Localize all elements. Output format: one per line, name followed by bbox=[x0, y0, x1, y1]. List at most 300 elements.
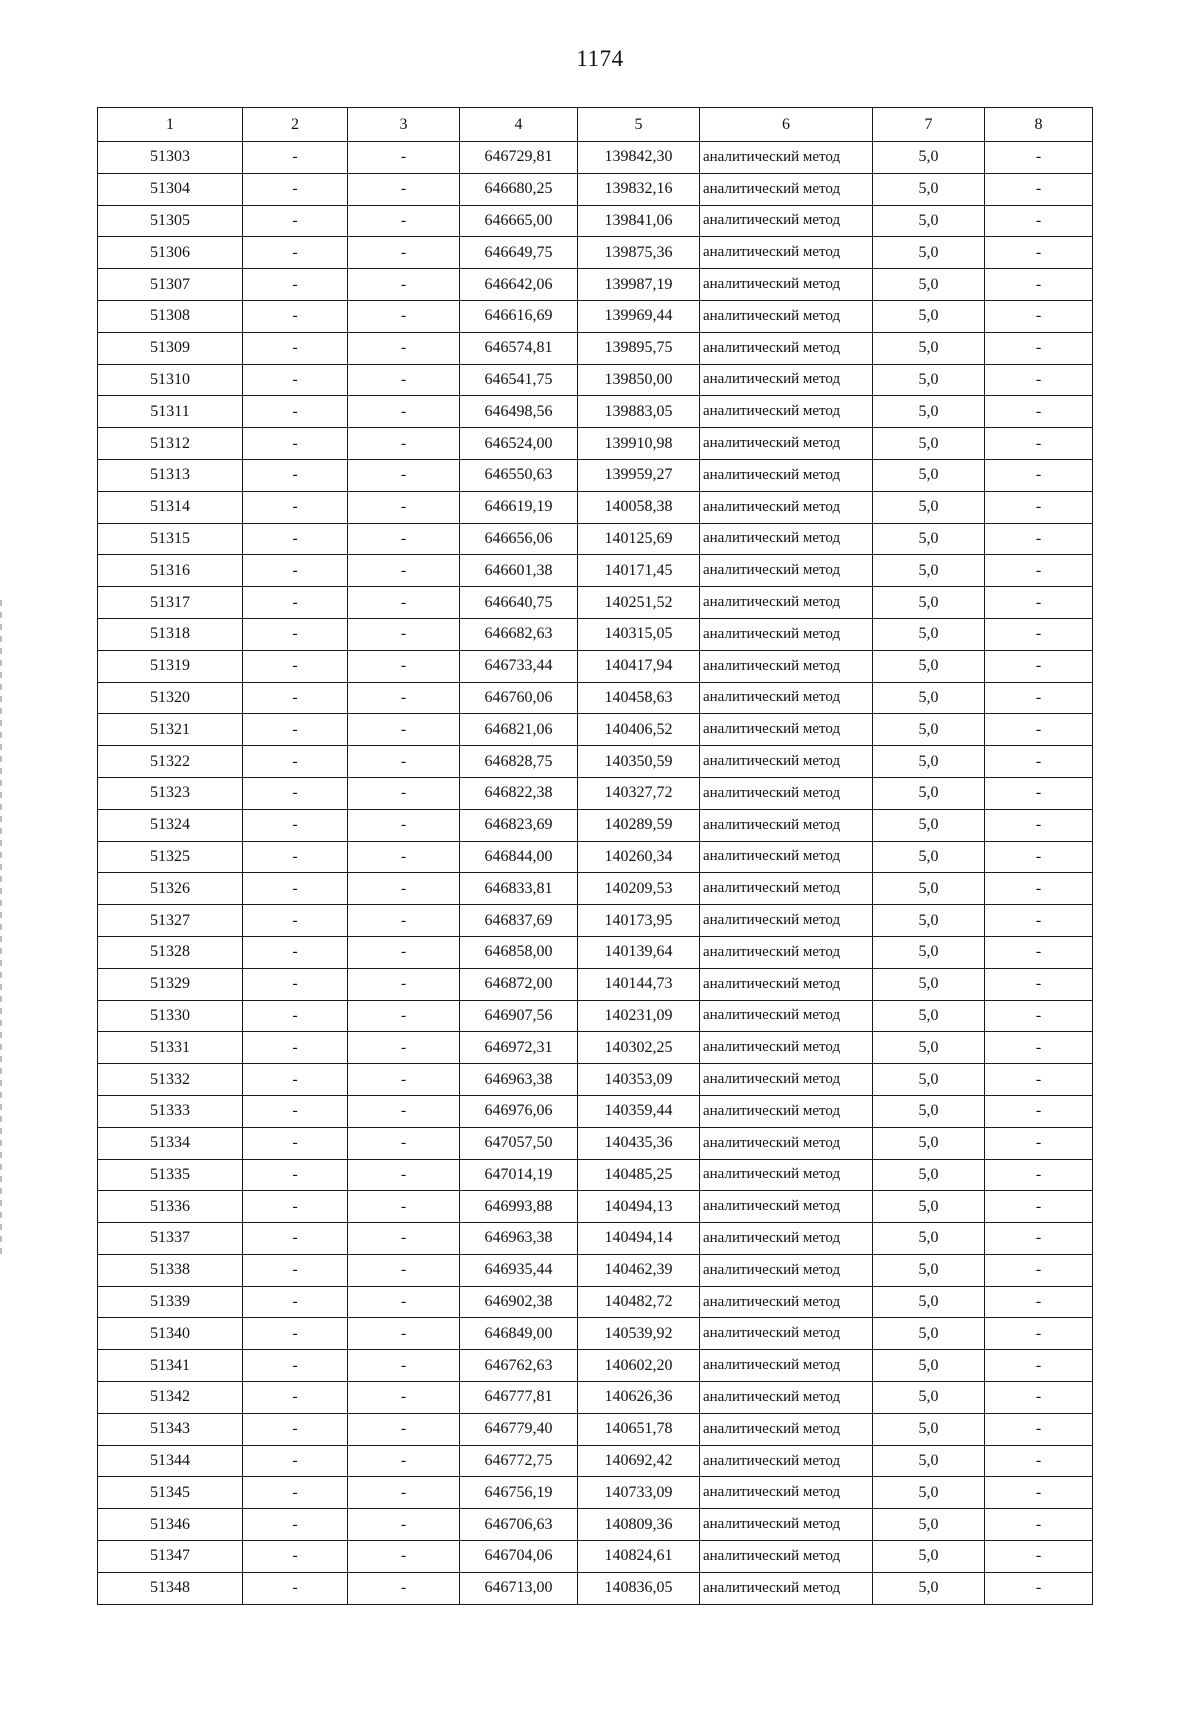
col3-cell: - bbox=[348, 1000, 460, 1032]
point-number-cell: 51320 bbox=[98, 682, 243, 714]
y-coordinate-cell: 140435,36 bbox=[578, 1127, 700, 1159]
method-cell: аналитический метод bbox=[700, 523, 873, 555]
point-number-cell: 51316 bbox=[98, 555, 243, 587]
col3-cell: - bbox=[348, 523, 460, 555]
accuracy-cell: 5,0 bbox=[873, 1159, 985, 1191]
col8-cell: - bbox=[985, 682, 1093, 714]
col3-cell: - bbox=[348, 1064, 460, 1096]
y-coordinate-cell: 140626,36 bbox=[578, 1382, 700, 1414]
table-row bbox=[98, 1223, 1093, 1255]
col8-cell: - bbox=[985, 1445, 1093, 1477]
y-coordinate-cell: 140692,42 bbox=[578, 1445, 700, 1477]
col8-cell: - bbox=[985, 1509, 1093, 1541]
accuracy-cell: 5,0 bbox=[873, 1191, 985, 1223]
y-coordinate-cell: 140836,05 bbox=[578, 1572, 700, 1604]
method-cell: аналитический метод bbox=[700, 1095, 873, 1127]
table-row bbox=[98, 1127, 1093, 1159]
point-number-cell: 51312 bbox=[98, 428, 243, 460]
col3-cell: - bbox=[348, 1127, 460, 1159]
y-coordinate-cell: 140173,95 bbox=[578, 905, 700, 937]
col3-cell: - bbox=[348, 936, 460, 968]
x-coordinate-cell: 646777,81 bbox=[460, 1382, 578, 1414]
accuracy-cell: 5,0 bbox=[873, 777, 985, 809]
x-coordinate-cell: 646550,63 bbox=[460, 459, 578, 491]
point-number-cell: 51326 bbox=[98, 873, 243, 905]
col8-cell: - bbox=[985, 968, 1093, 1000]
col2-cell: - bbox=[243, 142, 348, 174]
col3-cell: - bbox=[348, 873, 460, 905]
col2-cell: - bbox=[243, 1318, 348, 1350]
column-header: 3 bbox=[348, 108, 460, 142]
x-coordinate-cell: 646828,75 bbox=[460, 746, 578, 778]
y-coordinate-cell: 139842,30 bbox=[578, 142, 700, 174]
col3-cell: - bbox=[348, 1159, 460, 1191]
x-coordinate-cell: 646756,19 bbox=[460, 1477, 578, 1509]
col2-cell: - bbox=[243, 777, 348, 809]
point-number-cell: 51305 bbox=[98, 205, 243, 237]
col2-cell: - bbox=[243, 1541, 348, 1573]
accuracy-cell: 5,0 bbox=[873, 523, 985, 555]
point-number-cell: 51342 bbox=[98, 1382, 243, 1414]
col2-cell: - bbox=[243, 523, 348, 555]
method-cell: аналитический метод bbox=[700, 205, 873, 237]
y-coordinate-cell: 140417,94 bbox=[578, 650, 700, 682]
col8-cell: - bbox=[985, 459, 1093, 491]
table-row bbox=[98, 1286, 1093, 1318]
y-coordinate-cell: 140485,25 bbox=[578, 1159, 700, 1191]
method-cell: аналитический метод bbox=[700, 1541, 873, 1573]
accuracy-cell: 5,0 bbox=[873, 237, 985, 269]
y-coordinate-cell: 140458,63 bbox=[578, 682, 700, 714]
col2-cell: - bbox=[243, 428, 348, 460]
table-row bbox=[98, 332, 1093, 364]
accuracy-cell: 5,0 bbox=[873, 1445, 985, 1477]
accuracy-cell: 5,0 bbox=[873, 269, 985, 301]
point-number-cell: 51310 bbox=[98, 364, 243, 396]
table-row bbox=[98, 873, 1093, 905]
col2-cell: - bbox=[243, 746, 348, 778]
point-number-cell: 51344 bbox=[98, 1445, 243, 1477]
y-coordinate-cell: 140539,92 bbox=[578, 1318, 700, 1350]
col3-cell: - bbox=[348, 777, 460, 809]
table-row bbox=[98, 142, 1093, 174]
table-row bbox=[98, 1318, 1093, 1350]
col2-cell: - bbox=[243, 841, 348, 873]
col8-cell: - bbox=[985, 1064, 1093, 1096]
col2-cell: - bbox=[243, 809, 348, 841]
col3-cell: - bbox=[348, 269, 460, 301]
y-coordinate-cell: 140462,39 bbox=[578, 1254, 700, 1286]
y-coordinate-cell: 139883,05 bbox=[578, 396, 700, 428]
accuracy-cell: 5,0 bbox=[873, 1032, 985, 1064]
method-cell: аналитический метод bbox=[700, 714, 873, 746]
col3-cell: - bbox=[348, 587, 460, 619]
col2-cell: - bbox=[243, 205, 348, 237]
y-coordinate-cell: 140125,69 bbox=[578, 523, 700, 555]
col2-cell: - bbox=[243, 682, 348, 714]
x-coordinate-cell: 646524,00 bbox=[460, 428, 578, 460]
col2-cell: - bbox=[243, 714, 348, 746]
table-row bbox=[98, 650, 1093, 682]
y-coordinate-cell: 140353,09 bbox=[578, 1064, 700, 1096]
table-row bbox=[98, 1254, 1093, 1286]
table-row bbox=[98, 173, 1093, 205]
method-cell: аналитический метод bbox=[700, 1254, 873, 1286]
x-coordinate-cell: 646665,00 bbox=[460, 205, 578, 237]
method-cell: аналитический метод bbox=[700, 1032, 873, 1064]
accuracy-cell: 5,0 bbox=[873, 364, 985, 396]
column-header: 4 bbox=[460, 108, 578, 142]
col8-cell: - bbox=[985, 936, 1093, 968]
table-row bbox=[98, 1445, 1093, 1477]
accuracy-cell: 5,0 bbox=[873, 682, 985, 714]
x-coordinate-cell: 646640,75 bbox=[460, 587, 578, 619]
table-header-row bbox=[98, 108, 1093, 142]
table-row bbox=[98, 905, 1093, 937]
col2-cell: - bbox=[243, 1000, 348, 1032]
col8-cell: - bbox=[985, 1413, 1093, 1445]
point-number-cell: 51330 bbox=[98, 1000, 243, 1032]
method-cell: аналитический метод bbox=[700, 396, 873, 428]
point-number-cell: 51317 bbox=[98, 587, 243, 619]
accuracy-cell: 5,0 bbox=[873, 618, 985, 650]
y-coordinate-cell: 139875,36 bbox=[578, 237, 700, 269]
col2-cell: - bbox=[243, 332, 348, 364]
y-coordinate-cell: 139987,19 bbox=[578, 269, 700, 301]
col3-cell: - bbox=[348, 1191, 460, 1223]
col8-cell: - bbox=[985, 1254, 1093, 1286]
table-row bbox=[98, 777, 1093, 809]
col3-cell: - bbox=[348, 746, 460, 778]
method-cell: аналитический метод bbox=[700, 968, 873, 1000]
y-coordinate-cell: 140651,78 bbox=[578, 1413, 700, 1445]
x-coordinate-cell: 646844,00 bbox=[460, 841, 578, 873]
y-coordinate-cell: 140482,72 bbox=[578, 1286, 700, 1318]
y-coordinate-cell: 139895,75 bbox=[578, 332, 700, 364]
table-row bbox=[98, 269, 1093, 301]
point-number-cell: 51343 bbox=[98, 1413, 243, 1445]
method-cell: аналитический метод bbox=[700, 1000, 873, 1032]
accuracy-cell: 5,0 bbox=[873, 1095, 985, 1127]
x-coordinate-cell: 646993,88 bbox=[460, 1191, 578, 1223]
x-coordinate-cell: 646963,38 bbox=[460, 1223, 578, 1255]
col3-cell: - bbox=[348, 968, 460, 1000]
y-coordinate-cell: 139910,98 bbox=[578, 428, 700, 460]
column-header: 6 bbox=[700, 108, 873, 142]
x-coordinate-cell: 646762,63 bbox=[460, 1350, 578, 1382]
accuracy-cell: 5,0 bbox=[873, 841, 985, 873]
accuracy-cell: 5,0 bbox=[873, 746, 985, 778]
x-coordinate-cell: 646772,75 bbox=[460, 1445, 578, 1477]
method-cell: аналитический метод bbox=[700, 841, 873, 873]
point-number-cell: 51321 bbox=[98, 714, 243, 746]
col3-cell: - bbox=[348, 1318, 460, 1350]
page-number: 1174 bbox=[576, 46, 624, 71]
col8-cell: - bbox=[985, 269, 1093, 301]
x-coordinate-cell: 646642,06 bbox=[460, 269, 578, 301]
col8-cell: - bbox=[985, 777, 1093, 809]
method-cell: аналитический метод bbox=[700, 364, 873, 396]
accuracy-cell: 5,0 bbox=[873, 936, 985, 968]
col8-cell: - bbox=[985, 1127, 1093, 1159]
col2-cell: - bbox=[243, 1032, 348, 1064]
x-coordinate-cell: 646682,63 bbox=[460, 618, 578, 650]
x-coordinate-cell: 646704,06 bbox=[460, 1541, 578, 1573]
x-coordinate-cell: 646616,69 bbox=[460, 300, 578, 332]
col8-cell: - bbox=[985, 364, 1093, 396]
accuracy-cell: 5,0 bbox=[873, 1382, 985, 1414]
method-cell: аналитический метод bbox=[700, 746, 873, 778]
col2-cell: - bbox=[243, 1413, 348, 1445]
x-coordinate-cell: 646680,25 bbox=[460, 173, 578, 205]
accuracy-cell: 5,0 bbox=[873, 587, 985, 619]
y-coordinate-cell: 139969,44 bbox=[578, 300, 700, 332]
accuracy-cell: 5,0 bbox=[873, 459, 985, 491]
point-number-cell: 51328 bbox=[98, 936, 243, 968]
table-row bbox=[98, 1064, 1093, 1096]
table-row bbox=[98, 618, 1093, 650]
col2-cell: - bbox=[243, 396, 348, 428]
table-row bbox=[98, 587, 1093, 619]
col3-cell: - bbox=[348, 205, 460, 237]
method-cell: аналитический метод bbox=[700, 459, 873, 491]
col2-cell: - bbox=[243, 269, 348, 301]
method-cell: аналитический метод bbox=[700, 237, 873, 269]
col2-cell: - bbox=[243, 936, 348, 968]
col8-cell: - bbox=[985, 746, 1093, 778]
method-cell: аналитический метод bbox=[700, 300, 873, 332]
table-row bbox=[98, 1477, 1093, 1509]
col8-cell: - bbox=[985, 1032, 1093, 1064]
point-number-cell: 51327 bbox=[98, 905, 243, 937]
point-number-cell: 51311 bbox=[98, 396, 243, 428]
col8-cell: - bbox=[985, 237, 1093, 269]
method-cell: аналитический метод bbox=[700, 1064, 873, 1096]
col2-cell: - bbox=[243, 491, 348, 523]
col8-cell: - bbox=[985, 332, 1093, 364]
x-coordinate-cell: 646837,69 bbox=[460, 905, 578, 937]
x-coordinate-cell: 646656,06 bbox=[460, 523, 578, 555]
point-number-cell: 51306 bbox=[98, 237, 243, 269]
col3-cell: - bbox=[348, 1509, 460, 1541]
table-row bbox=[98, 714, 1093, 746]
col2-cell: - bbox=[243, 459, 348, 491]
col2-cell: - bbox=[243, 1159, 348, 1191]
point-number-cell: 51333 bbox=[98, 1095, 243, 1127]
col8-cell: - bbox=[985, 491, 1093, 523]
x-coordinate-cell: 646541,75 bbox=[460, 364, 578, 396]
col8-cell: - bbox=[985, 1541, 1093, 1573]
col8-cell: - bbox=[985, 205, 1093, 237]
y-coordinate-cell: 139850,00 bbox=[578, 364, 700, 396]
col8-cell: - bbox=[985, 555, 1093, 587]
col2-cell: - bbox=[243, 587, 348, 619]
x-coordinate-cell: 646833,81 bbox=[460, 873, 578, 905]
col2-cell: - bbox=[243, 1286, 348, 1318]
col2-cell: - bbox=[243, 237, 348, 269]
method-cell: аналитический метод bbox=[700, 936, 873, 968]
col2-cell: - bbox=[243, 1191, 348, 1223]
col2-cell: - bbox=[243, 905, 348, 937]
col8-cell: - bbox=[985, 714, 1093, 746]
x-coordinate-cell: 646963,38 bbox=[460, 1064, 578, 1096]
col2-cell: - bbox=[243, 1223, 348, 1255]
y-coordinate-cell: 140302,25 bbox=[578, 1032, 700, 1064]
col8-cell: - bbox=[985, 1350, 1093, 1382]
point-number-cell: 51334 bbox=[98, 1127, 243, 1159]
method-cell: аналитический метод bbox=[700, 809, 873, 841]
column-header: 1 bbox=[98, 108, 243, 142]
col2-cell: - bbox=[243, 650, 348, 682]
method-cell: аналитический метод bbox=[700, 173, 873, 205]
method-cell: аналитический метод bbox=[700, 1223, 873, 1255]
accuracy-cell: 5,0 bbox=[873, 555, 985, 587]
x-coordinate-cell: 646972,31 bbox=[460, 1032, 578, 1064]
point-number-cell: 51329 bbox=[98, 968, 243, 1000]
y-coordinate-cell: 140209,53 bbox=[578, 873, 700, 905]
accuracy-cell: 5,0 bbox=[873, 650, 985, 682]
column-header: 5 bbox=[578, 108, 700, 142]
method-cell: аналитический метод bbox=[700, 618, 873, 650]
col3-cell: - bbox=[348, 650, 460, 682]
table-row bbox=[98, 1572, 1093, 1604]
y-coordinate-cell: 139841,06 bbox=[578, 205, 700, 237]
col3-cell: - bbox=[348, 555, 460, 587]
accuracy-cell: 5,0 bbox=[873, 1509, 985, 1541]
col3-cell: - bbox=[348, 1286, 460, 1318]
accuracy-cell: 5,0 bbox=[873, 1477, 985, 1509]
x-coordinate-cell: 646907,56 bbox=[460, 1000, 578, 1032]
col2-cell: - bbox=[243, 555, 348, 587]
x-coordinate-cell: 646902,38 bbox=[460, 1286, 578, 1318]
col3-cell: - bbox=[348, 682, 460, 714]
col3-cell: - bbox=[348, 714, 460, 746]
accuracy-cell: 5,0 bbox=[873, 809, 985, 841]
table-row bbox=[98, 300, 1093, 332]
col2-cell: - bbox=[243, 1382, 348, 1414]
y-coordinate-cell: 139959,27 bbox=[578, 459, 700, 491]
accuracy-cell: 5,0 bbox=[873, 428, 985, 460]
col2-cell: - bbox=[243, 173, 348, 205]
point-number-cell: 51347 bbox=[98, 1541, 243, 1573]
method-cell: аналитический метод bbox=[700, 142, 873, 174]
accuracy-cell: 5,0 bbox=[873, 1413, 985, 1445]
x-coordinate-cell: 646574,81 bbox=[460, 332, 578, 364]
x-coordinate-cell: 646779,40 bbox=[460, 1413, 578, 1445]
y-coordinate-cell: 140144,73 bbox=[578, 968, 700, 1000]
point-number-cell: 51307 bbox=[98, 269, 243, 301]
accuracy-cell: 5,0 bbox=[873, 1223, 985, 1255]
y-coordinate-cell: 140602,20 bbox=[578, 1350, 700, 1382]
coordinates-table bbox=[97, 107, 1093, 1605]
col2-cell: - bbox=[243, 1572, 348, 1604]
y-coordinate-cell: 140494,14 bbox=[578, 1223, 700, 1255]
col2-cell: - bbox=[243, 1064, 348, 1096]
col3-cell: - bbox=[348, 1254, 460, 1286]
col8-cell: - bbox=[985, 1159, 1093, 1191]
col8-cell: - bbox=[985, 618, 1093, 650]
col3-cell: - bbox=[348, 1382, 460, 1414]
table-row bbox=[98, 1159, 1093, 1191]
y-coordinate-cell: 140315,05 bbox=[578, 618, 700, 650]
point-number-cell: 51341 bbox=[98, 1350, 243, 1382]
method-cell: аналитический метод bbox=[700, 587, 873, 619]
method-cell: аналитический метод bbox=[700, 428, 873, 460]
point-number-cell: 51346 bbox=[98, 1509, 243, 1541]
table-row bbox=[98, 428, 1093, 460]
col3-cell: - bbox=[348, 841, 460, 873]
col8-cell: - bbox=[985, 1223, 1093, 1255]
y-coordinate-cell: 140327,72 bbox=[578, 777, 700, 809]
col3-cell: - bbox=[348, 459, 460, 491]
col8-cell: - bbox=[985, 1318, 1093, 1350]
col8-cell: - bbox=[985, 1477, 1093, 1509]
method-cell: аналитический метод bbox=[700, 1127, 873, 1159]
col3-cell: - bbox=[348, 142, 460, 174]
col3-cell: - bbox=[348, 1095, 460, 1127]
col8-cell: - bbox=[985, 1286, 1093, 1318]
x-coordinate-cell: 646858,00 bbox=[460, 936, 578, 968]
x-coordinate-cell: 647057,50 bbox=[460, 1127, 578, 1159]
y-coordinate-cell: 140809,36 bbox=[578, 1509, 700, 1541]
x-coordinate-cell: 646706,63 bbox=[460, 1509, 578, 1541]
table-row bbox=[98, 968, 1093, 1000]
accuracy-cell: 5,0 bbox=[873, 714, 985, 746]
col8-cell: - bbox=[985, 1572, 1093, 1604]
point-number-cell: 51318 bbox=[98, 618, 243, 650]
table-row bbox=[98, 809, 1093, 841]
col3-cell: - bbox=[348, 905, 460, 937]
method-cell: аналитический метод bbox=[700, 1350, 873, 1382]
accuracy-cell: 5,0 bbox=[873, 396, 985, 428]
point-number-cell: 51324 bbox=[98, 809, 243, 841]
table-row bbox=[98, 523, 1093, 555]
method-cell: аналитический метод bbox=[700, 1191, 873, 1223]
x-coordinate-cell: 646821,06 bbox=[460, 714, 578, 746]
accuracy-cell: 5,0 bbox=[873, 1572, 985, 1604]
col3-cell: - bbox=[348, 809, 460, 841]
method-cell: аналитический метод bbox=[700, 1477, 873, 1509]
method-cell: аналитический метод bbox=[700, 1286, 873, 1318]
col8-cell: - bbox=[985, 523, 1093, 555]
accuracy-cell: 5,0 bbox=[873, 1000, 985, 1032]
col2-cell: - bbox=[243, 1445, 348, 1477]
col2-cell: - bbox=[243, 300, 348, 332]
table-row bbox=[98, 1350, 1093, 1382]
col3-cell: - bbox=[348, 1572, 460, 1604]
table-row bbox=[98, 746, 1093, 778]
table-row bbox=[98, 491, 1093, 523]
y-coordinate-cell: 140494,13 bbox=[578, 1191, 700, 1223]
table-row bbox=[98, 237, 1093, 269]
point-number-cell: 51325 bbox=[98, 841, 243, 873]
col2-cell: - bbox=[243, 1509, 348, 1541]
col8-cell: - bbox=[985, 173, 1093, 205]
table-row bbox=[98, 1000, 1093, 1032]
x-coordinate-cell: 646619,19 bbox=[460, 491, 578, 523]
accuracy-cell: 5,0 bbox=[873, 905, 985, 937]
accuracy-cell: 5,0 bbox=[873, 1318, 985, 1350]
point-number-cell: 51309 bbox=[98, 332, 243, 364]
table-row bbox=[98, 841, 1093, 873]
point-number-cell: 51314 bbox=[98, 491, 243, 523]
x-coordinate-cell: 646729,81 bbox=[460, 142, 578, 174]
y-coordinate-cell: 140359,44 bbox=[578, 1095, 700, 1127]
y-coordinate-cell: 140231,09 bbox=[578, 1000, 700, 1032]
col3-cell: - bbox=[348, 300, 460, 332]
accuracy-cell: 5,0 bbox=[873, 173, 985, 205]
point-number-cell: 51308 bbox=[98, 300, 243, 332]
